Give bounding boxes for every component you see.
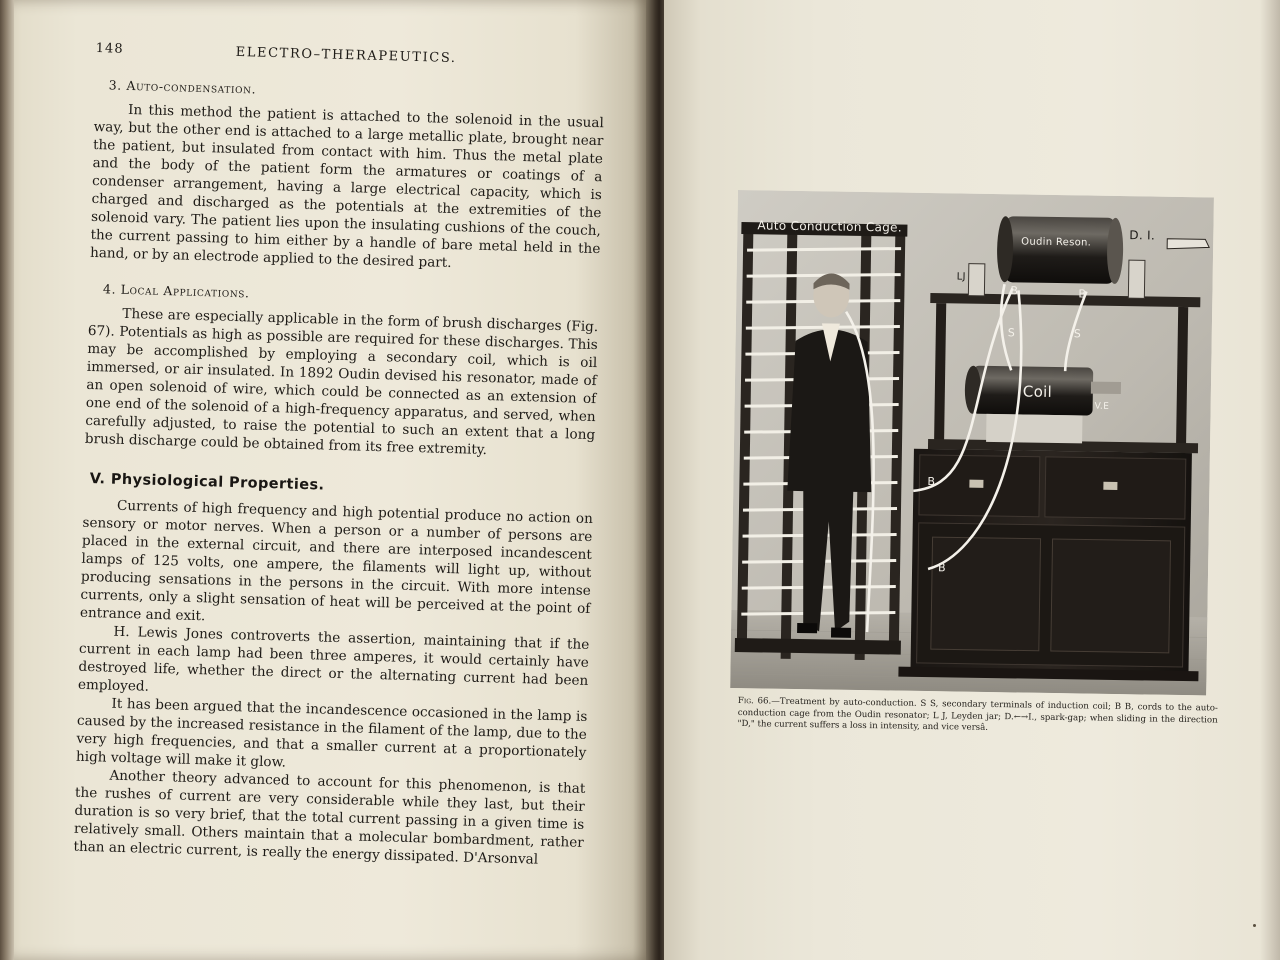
label-resonator: Oudin Reson. bbox=[1021, 236, 1092, 249]
label-s-left: S bbox=[1007, 326, 1016, 340]
label-s-right: S bbox=[1073, 327, 1082, 341]
running-head-title: ELECTRO–THERAPEUTICS. bbox=[235, 44, 457, 67]
label-b-upper-right: B bbox=[1078, 287, 1087, 301]
paragraph-physiological-3: It has been argued that the incandescence occasioned in the lamp is caused by the increased resistance in the filament of the lamp, due to the very high frequencies, and that a smaller current at a proportionately high voltage will make it glow. bbox=[75, 695, 588, 771]
label-b-cabinet-lower: B bbox=[937, 561, 947, 575]
hand-pointer-icon bbox=[1167, 239, 1209, 250]
caption-text: —Treatment by auto-conduction. S S, secondary terminals of induction coil; B B, cords to the auto-conduction cage from the Oudin resonator; L J, Leyden jar; D.←→I., spark-gap; when sliding in the direction "D," the current suffers a loss in intensity, and vice versâ. bbox=[737, 696, 1218, 733]
label-b-cabinet-upper: B bbox=[927, 475, 936, 489]
section-heading-auto-condensation: 3. Auto-condensation. bbox=[108, 77, 257, 97]
paragraph-physiological-1: Currents of high frequency and high potential produce no action on sensory or motor nerves. When a person or a number of persons are placed in the external circuit, and there are interposed incandescent lamps of 125 volts, one ampere, the filaments will light up, without producing sensations in the persons in the circuit. With more intense currents, only a slight sensation of heat will be perceived at the point of entrance and exit. bbox=[79, 497, 594, 625]
figure-illustration bbox=[730, 190, 1214, 695]
label-spark-gap: D. I. bbox=[1129, 228, 1156, 243]
paragraph-local-applications: These are especially applicable in the form of brush discharges (Fig. 67). Potentials as high as possible are required for these discharges. This may be accomplished by employing a secondary coil, which is oil immersed, or air insulated. In 1892 Oudin devised his resonator, made of an open solenoid of wire, which could be connected as an extension of one end of the solenoid of a high-frequency apparatus, and served, when carefully adjusted, to raise the potential to such an extent that a long brush discharge could be obtained from its free extremity. bbox=[84, 305, 599, 459]
label-b-upper-left: B bbox=[1010, 284, 1019, 298]
label-ve: V.E bbox=[1094, 401, 1110, 412]
paragraph-physiological-2: H. Lewis Jones controverts the assertion, maintaining that if the current in each lamp had been three amperes, it would certainly have destroyed life, whether the direct or the alternating current had been employed. bbox=[77, 623, 590, 695]
label-leyden-jar: LJ bbox=[956, 271, 966, 283]
label-coil: Coil bbox=[1022, 382, 1053, 401]
page-speck bbox=[1253, 924, 1256, 927]
left-page-text bbox=[73, 40, 606, 870]
section-heading-local-applications: 4. Local Applications. bbox=[102, 281, 250, 301]
label-cage: Auto Conduction Cage. bbox=[757, 218, 903, 235]
section-heading-physiological-properties: V. Physiological Properties. bbox=[89, 470, 325, 494]
paragraph-physiological-4: Another theory advanced to account for this phenomenon, is that the rushes of current are very considerable while they last, but their duration is so very brief, that the total current passing in a given time is relatively small. Others maintain that a molecular bombardment, rather than an electric current, is really the energy dissipated. D'Arsonval bbox=[73, 767, 586, 868]
caption-figure-number: Fig. 66. bbox=[737, 696, 772, 707]
figure-photograph bbox=[730, 190, 1214, 695]
oudin-resonator bbox=[997, 216, 1124, 284]
page-number: 148 bbox=[95, 40, 124, 57]
paragraph-auto-condensation: In this method the patient is attached to the solenoid in the usual way, but the other end is attached to a large metallic plate, brought near the patient, but insulated from contact with him. Thus the metal plate and the body of the patient form the armatures or coatings of a condenser arrangement, having a large electrical capacity, which is charged and discharged as the potentials at the extremities of the solenoid vary. The patient lies upon the insulating cushions of the couch, the current passing to him either by a handle of bare metal held in the hand, or by an electrode applied to the desired part. bbox=[89, 101, 605, 272]
